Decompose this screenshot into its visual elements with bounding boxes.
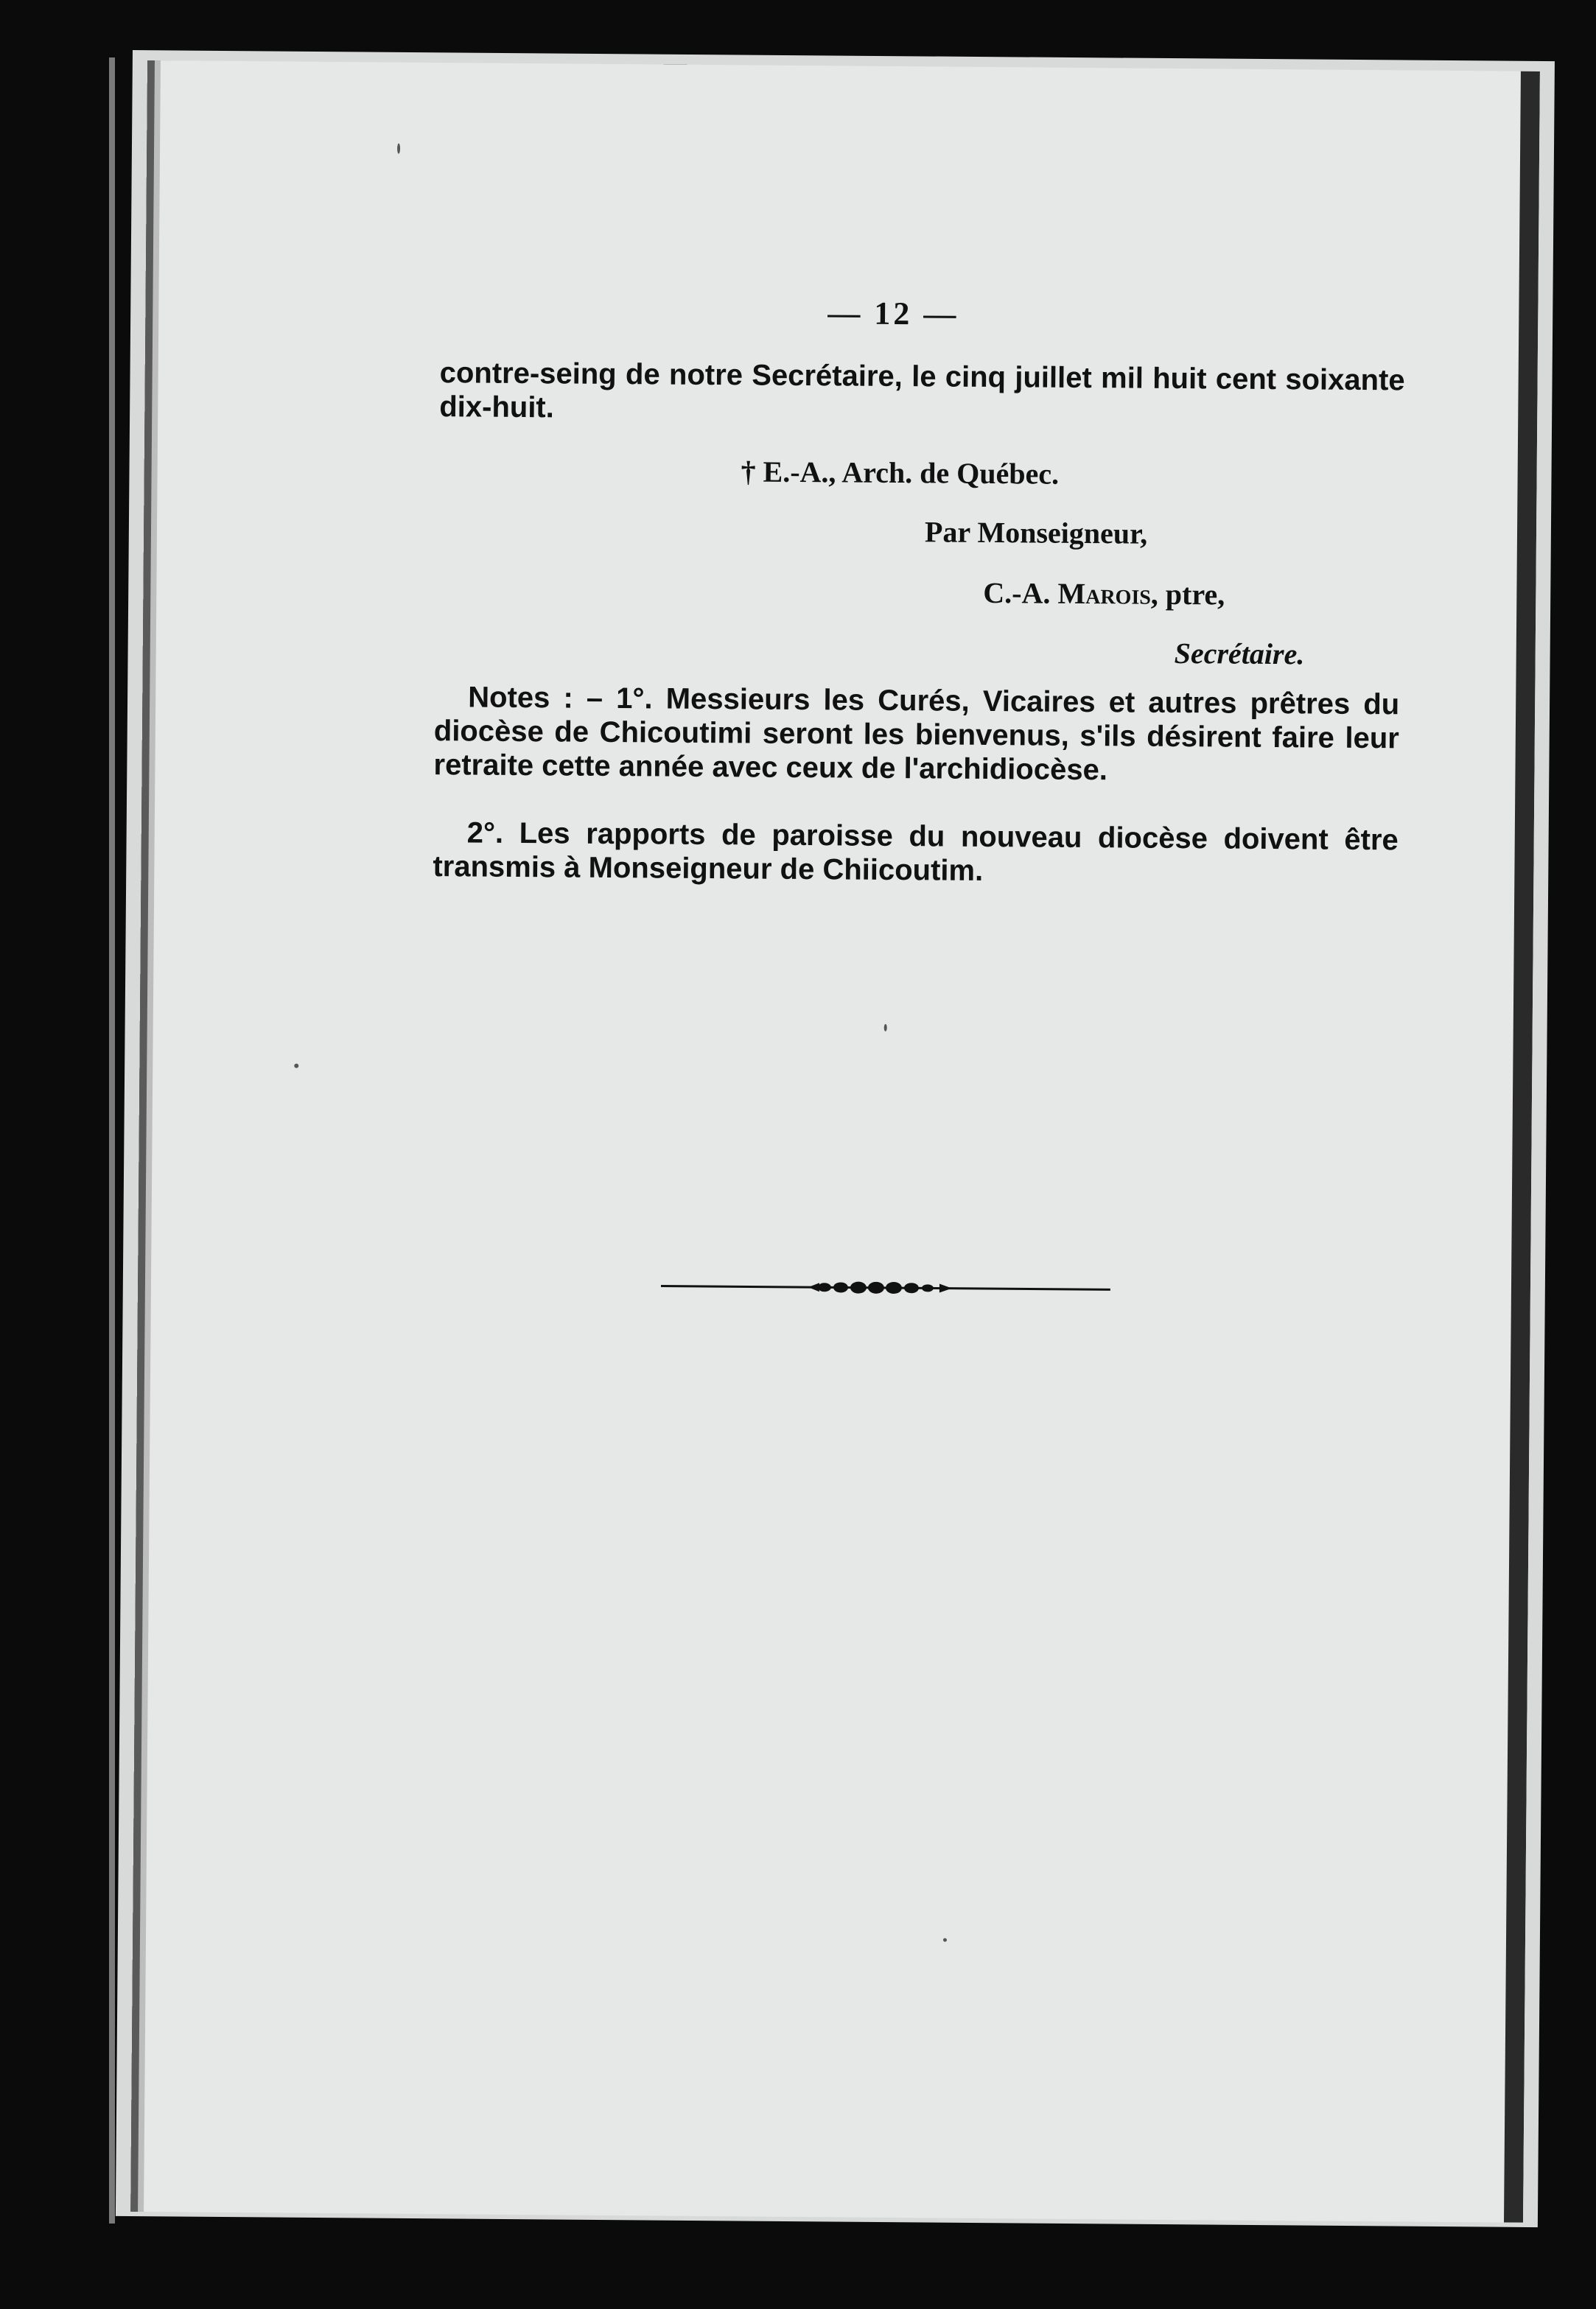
secretary-surname: Marois	[1057, 576, 1152, 611]
opening-paragraph: contre-seing de notre Secrétaire, le cinq juillet mil huit cent soixante dix-huit.	[439, 357, 1405, 424]
binding-edge	[109, 57, 115, 2224]
par-monseigneur-line: Par Monseigneur,	[924, 515, 1148, 550]
archbishop-signature: † E.-A., Arch. de Québec.	[741, 455, 1060, 491]
secretary-signature	[983, 575, 1225, 612]
scan-speck	[397, 144, 400, 154]
document-page	[130, 60, 1540, 2223]
secretary-initials: C.-A.	[983, 575, 1051, 610]
decorative-rule-ornament-icon	[661, 1279, 1110, 1297]
secretary-title: , ptre,	[1150, 577, 1225, 612]
scan-speck	[294, 1064, 298, 1068]
page-number: — 12 —	[827, 295, 959, 332]
note-paragraph-1: Notes : – 1°. Messieurs les Curés, Vicaires et autres prêtres du diocèse de Chicoutimi seront les bienvenus, s'ils désirent faire leur retraite cette année avec ceux de l'archidiocèse.	[433, 681, 1400, 787]
scan-speck	[943, 1938, 947, 1942]
secretaire-label: Secrétaire.	[1174, 636, 1305, 671]
scan-speck	[884, 1024, 887, 1031]
note-paragraph-2: 2°. Les rapports de paroisse du nouveau diocèse doivent être transmis à Monseigneur de Chiicoutim.	[433, 816, 1399, 887]
